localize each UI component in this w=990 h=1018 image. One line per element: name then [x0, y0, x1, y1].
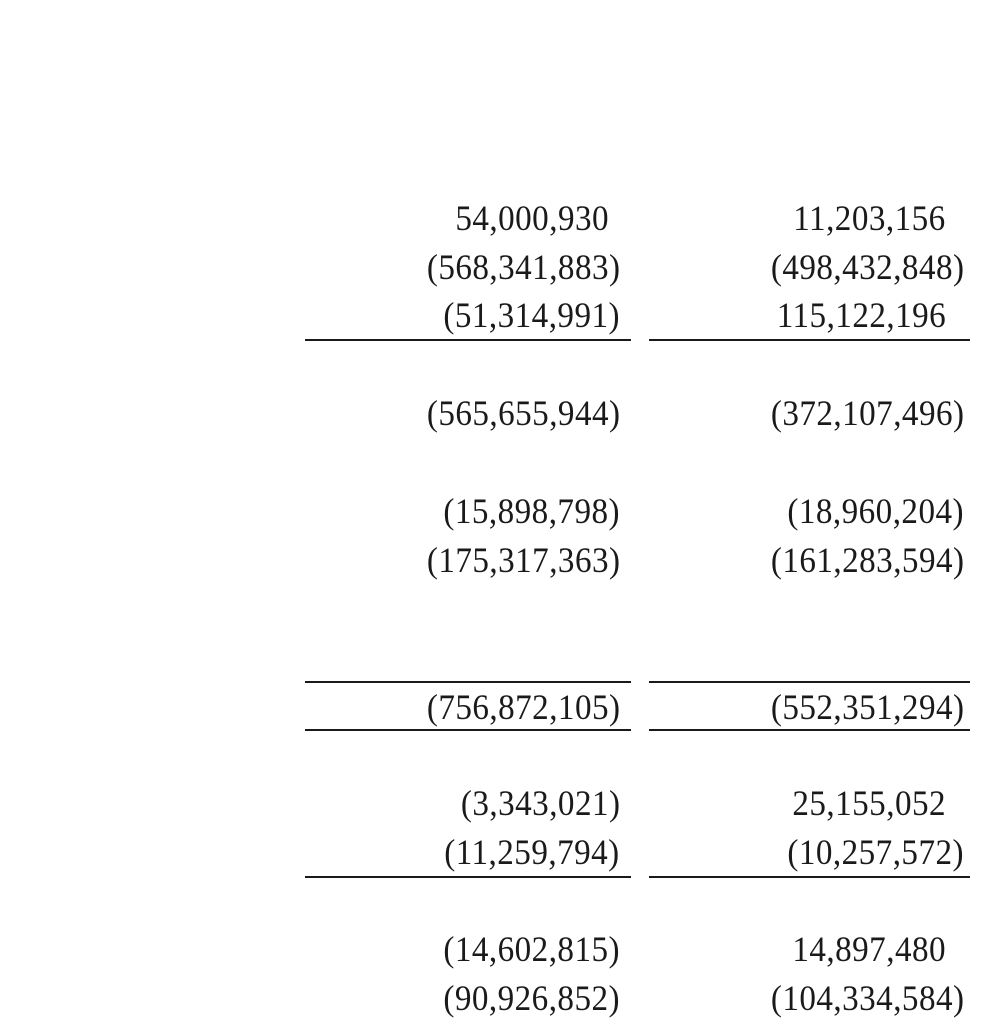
- total-bottom-rule-col-2: [649, 729, 970, 731]
- value-row-10-col-2: 14,897,480: [792, 929, 946, 969]
- total-top-rule-col-1: [305, 681, 631, 683]
- value-row-11-col-2: (104,334,584): [770, 978, 964, 1018]
- subtotal-rule-2-col-2: [649, 876, 970, 878]
- subtotal-rule-col-1: [305, 339, 631, 341]
- total-top-rule-col-2: [649, 681, 970, 683]
- total-bottom-rule-col-1: [305, 729, 631, 731]
- value-row-3-col-2: 115,122,196: [776, 295, 946, 335]
- value-row-8-col-2: 25,155,052: [792, 783, 946, 823]
- subtotal-rule-2-col-1: [305, 876, 631, 878]
- value-row-6-col-1: (175,317,363): [426, 540, 620, 580]
- value-row-5-col-1: (15,898,798): [443, 491, 620, 531]
- value-row-7-col-2: (552,351,294): [770, 687, 964, 727]
- value-row-5-col-2: (18,960,204): [787, 491, 964, 531]
- subtotal-rule-col-2: [649, 339, 970, 341]
- value-row-1-col-2: 11,203,156: [793, 198, 946, 238]
- value-row-10-col-1: (14,602,815): [443, 929, 620, 969]
- value-row-6-col-2: (161,283,594): [770, 540, 964, 580]
- value-row-2-col-2: (498,432,848): [770, 247, 964, 287]
- value-row-11-col-1: (90,926,852): [443, 978, 620, 1018]
- value-row-9-col-1: (11,259,794): [444, 832, 620, 872]
- value-row-1-col-1: 54,000,930: [455, 198, 609, 238]
- value-row-3-col-1: (51,314,991): [443, 295, 620, 335]
- value-row-8-col-1: (3,343,021): [460, 783, 620, 823]
- value-row-9-col-2: (10,257,572): [787, 832, 964, 872]
- value-row-4-col-1: (565,655,944): [426, 393, 620, 433]
- value-row-4-col-2: (372,107,496): [770, 393, 964, 433]
- value-row-7-col-1: (756,872,105): [426, 687, 620, 727]
- value-row-2-col-1: (568,341,883): [426, 247, 620, 287]
